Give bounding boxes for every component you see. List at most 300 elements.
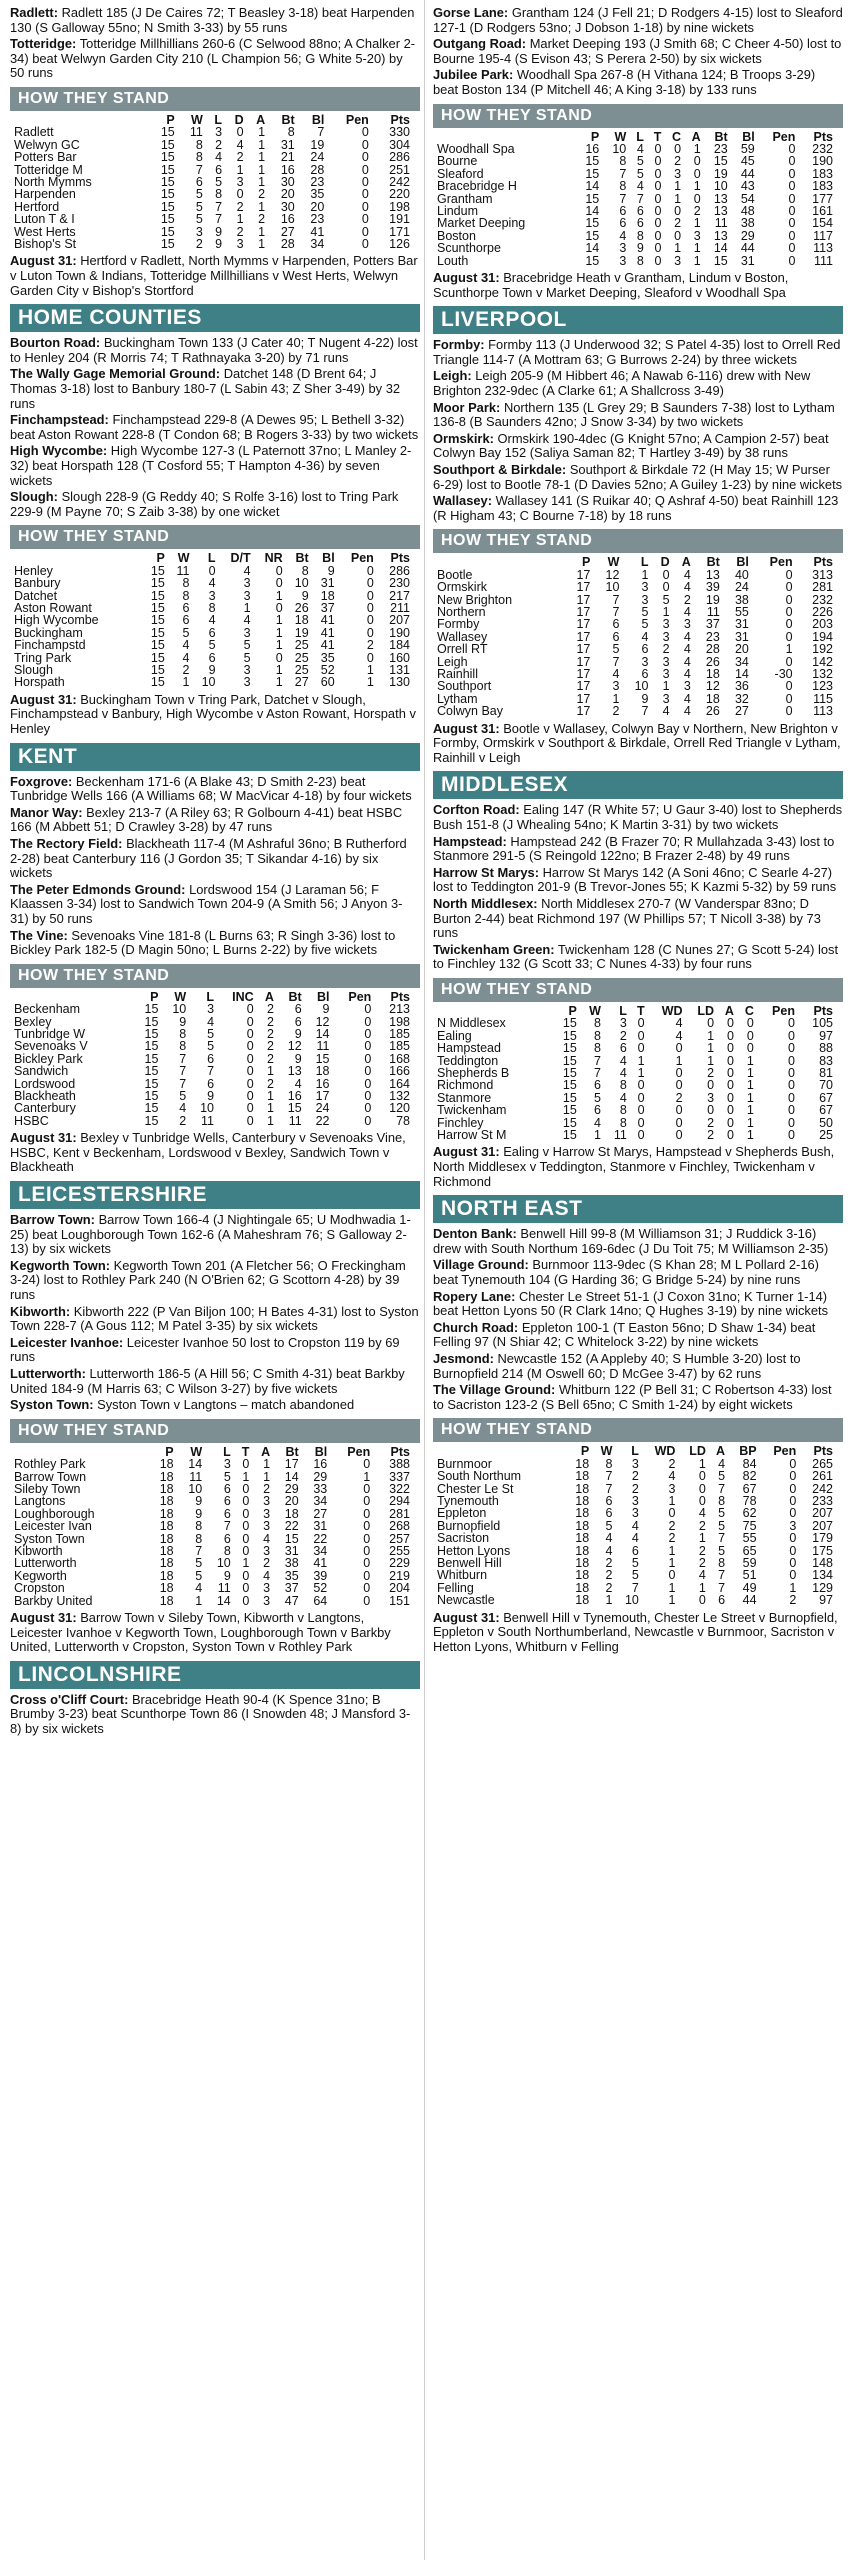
standings-cell: 5	[641, 617, 649, 632]
standings-cell: 1	[746, 1065, 754, 1080]
standings-cell: 15	[160, 125, 175, 140]
fixtures-date: August 31:	[10, 253, 77, 269]
standings-cell: 1	[236, 212, 244, 227]
standings-cell: 9	[223, 1568, 231, 1583]
standings-cell: 0	[208, 563, 216, 578]
standings-cell: 15	[160, 237, 175, 252]
team-name: Radlett	[14, 125, 54, 140]
standings-cell: 15	[144, 1076, 159, 1091]
standings-cell: 38	[740, 216, 755, 231]
standings-cell: 34	[310, 237, 325, 252]
standings-row	[435, 1532, 835, 1544]
standings-cell: 18	[159, 1469, 174, 1484]
match-venue: The Vine:	[10, 927, 68, 943]
standings-cell: 6	[593, 1103, 601, 1118]
match-report	[10, 837, 420, 881]
standings-cell: 15	[585, 228, 600, 243]
standings-cell: 4	[641, 629, 649, 644]
standings-cell: 2	[674, 216, 682, 231]
standings-row	[435, 569, 835, 581]
team-name: Canterbury	[14, 1101, 76, 1116]
standings-cell: 1	[746, 1115, 754, 1130]
standings-cell: 34	[734, 654, 749, 669]
standings-cell: 0	[788, 1053, 795, 1068]
standings-cell: 0	[275, 650, 283, 665]
section-heading: NORTH EAST	[433, 1195, 843, 1223]
standings-cell: 17	[576, 629, 591, 644]
standings-cell: 0	[637, 1115, 645, 1130]
standings-cell: 17	[576, 642, 591, 657]
standings-cell: 132	[812, 667, 833, 681]
standings-cell: 15	[160, 137, 175, 152]
standings-cell: 8	[636, 228, 644, 243]
standings-cell: 1	[698, 1456, 706, 1471]
standings-cell: 0	[361, 187, 369, 202]
standings-cell: 19	[310, 137, 325, 152]
standings-cell: 1	[693, 141, 701, 156]
standings-cell: 0	[674, 204, 682, 218]
standings-cell: 4	[619, 1065, 627, 1080]
match-result: Leicester Ivanhoe 50 lost to Cropston 119 by 69 runs	[10, 1334, 400, 1365]
standings-cell: 0	[707, 1078, 715, 1093]
fixtures-note	[433, 1145, 843, 1189]
standings-header-cell: A	[716, 1444, 726, 1459]
standings-cell: 5	[207, 1026, 215, 1041]
standings-cell: 1	[258, 125, 266, 140]
match-report	[433, 1383, 843, 1412]
standings-cell: 130	[389, 675, 410, 690]
standings-cell: 0	[746, 1041, 754, 1056]
standings-cell: 37	[705, 617, 720, 632]
standings-cell: 38	[284, 1556, 299, 1571]
standings-cell: 41	[320, 638, 335, 653]
standings-cell: 255	[389, 1543, 410, 1558]
standings-cell: 281	[812, 580, 833, 595]
team-name: Barkby United	[14, 1593, 93, 1608]
standings-cell: 0	[275, 576, 283, 591]
team-name: N Middlesex	[437, 1016, 506, 1031]
match-venue: Cross o'Cliff Court:	[10, 1691, 129, 1707]
standings-cell: 1	[266, 1088, 274, 1103]
standings-cell: 6	[182, 600, 190, 615]
team-name: Totteridge M	[14, 162, 83, 177]
standings-cell: 0	[788, 241, 796, 256]
standings-row	[12, 1595, 412, 1607]
team-name: Kegworth	[14, 1568, 67, 1583]
standings-cell: 3	[693, 228, 701, 243]
standings-cell: 2	[707, 1115, 715, 1130]
standings-cell: 166	[389, 1064, 410, 1079]
standings-cell: 7	[195, 162, 203, 177]
match-result: Sevenoaks Vine 181-8 (L Burns 63; R Singh 3-36) lost to Bickley Park 182-5 (D Magin 50no; L Burns 2-22) by five wickets	[10, 927, 396, 958]
match-result: Southport & Birkdale 72 (H May 15; W Purser 6-29) lost to Bootle 78-1 (D Davies 52no; A Guiley 1-23) by nine wickets	[433, 461, 843, 492]
standings-cell: 1	[258, 137, 266, 152]
standings-cell: 3	[619, 1016, 627, 1031]
match-venue: Leigh:	[433, 368, 472, 384]
match-venue: Denton Bank:	[433, 1226, 517, 1242]
team-name: Richmond	[437, 1078, 494, 1093]
standings-cell: 0	[361, 212, 369, 227]
standings-header-cell: A	[681, 555, 691, 570]
standings-cell: 0	[637, 1103, 645, 1118]
match-venue: The Village Ground:	[433, 1382, 556, 1398]
team-name: Kibworth	[14, 1543, 63, 1558]
standings-cell: 183	[812, 179, 833, 194]
standings-cell: 15	[144, 1088, 159, 1103]
standings-cell: 261	[812, 1469, 833, 1484]
match-report	[10, 444, 420, 488]
standings-cell: 7	[619, 166, 627, 181]
standings-cell: 17	[576, 580, 591, 595]
standings-cell: 31	[740, 253, 755, 268]
team-name: Louth	[437, 253, 469, 268]
standings-header-cell: Pen	[769, 555, 793, 570]
standings-cell: 4	[208, 613, 216, 628]
standings-row	[12, 1495, 412, 1507]
standings-cell: 3	[619, 241, 627, 256]
standings-cell: 0	[361, 199, 369, 214]
standings-cell: 2	[266, 1076, 274, 1091]
match-venue: Wallasey:	[433, 493, 492, 509]
standings-cell: 4	[236, 137, 244, 152]
standings-header-cell: Bl	[316, 989, 330, 1004]
standings-cell: 0	[637, 1041, 645, 1056]
standings-header-cell: Pts	[813, 555, 833, 570]
standings-cell: 226	[812, 604, 833, 619]
standings-row	[435, 1079, 835, 1091]
standings-header-cell: C	[672, 129, 682, 144]
standings-header-cell: A	[264, 989, 274, 1004]
standings-cell: 1	[674, 179, 682, 194]
standings-header-cell: C	[744, 1003, 754, 1018]
standings-header-cell: Pen	[350, 551, 374, 566]
standings-row	[12, 151, 412, 163]
match-result: Formby 113 (J Underwood 32; S Patel 4-35) lost to Orrell Red Triangle 114-7 (A Mottram 63; G Burrows 2-24) by three wickets	[433, 337, 841, 367]
standings-cell: 97	[819, 1028, 833, 1043]
standings-cell: 5	[718, 1543, 726, 1558]
standings-cell: 15	[562, 1053, 577, 1068]
fixtures-date: August 31:	[433, 270, 500, 286]
standings-cell: 11	[189, 125, 203, 140]
standings-cell: 15	[150, 588, 165, 603]
standings-cell: 10	[294, 576, 309, 591]
standings-cell: 0	[693, 166, 701, 181]
standings-header-cell: Bl	[736, 555, 749, 570]
standings-cell: 8	[182, 588, 190, 603]
standings-row	[435, 217, 835, 229]
standings-header-cell: D	[660, 555, 670, 570]
standings-cell: 3	[243, 576, 251, 591]
standings-cell: 7	[612, 654, 620, 669]
standings-cell: 0	[361, 150, 369, 165]
standings-cell: 8	[182, 576, 190, 591]
standings-cell: 7	[718, 1531, 726, 1546]
match-result: Leigh 205-9 (M Hibbert 46; A Nawab 6-116) drew with New Brighton 232-9dec (A Clarke 61; A Shallcross 3-49)	[433, 368, 811, 398]
standings-cell: 15	[160, 212, 175, 227]
standings-cell: 22	[313, 1531, 328, 1546]
match-result: Newcastle 152 (A Appleby 40; S Humble 3-20) lost to Burnopfield 214 (M Oswell 60; D McGee 3-47) by 62 runs	[433, 1350, 801, 1381]
standings-cell: 32	[734, 691, 749, 706]
standings-cell: 36	[734, 679, 749, 694]
standings-cell: 18	[284, 1506, 299, 1521]
standings-cell: 18	[705, 691, 720, 706]
match-report	[433, 1352, 843, 1381]
standings-cell: 233	[812, 1493, 833, 1508]
standings-cell: 9	[215, 237, 223, 252]
standings-cell: 0	[674, 141, 682, 156]
standings-cell: 4	[179, 1101, 187, 1116]
standings-cell: 2	[266, 1002, 274, 1017]
standings-cell: 9	[215, 224, 223, 239]
standings-cell: 0	[675, 1128, 683, 1142]
standings-cell: 15	[144, 1014, 159, 1029]
match-venue: Formby:	[433, 337, 485, 353]
standings-cell: 0	[364, 1101, 372, 1116]
standings-cell: 6	[718, 1593, 726, 1608]
standings-cell: 17	[576, 679, 591, 694]
standings-cell: 18	[159, 1494, 174, 1509]
standings-cell: 0	[242, 1457, 250, 1472]
standings-header-cell: INC	[232, 989, 254, 1004]
standings-cell: 4	[683, 654, 691, 669]
standings-cell: 6	[641, 642, 649, 657]
standings-cell: 18	[159, 1581, 174, 1596]
standings-cell: 1	[746, 1090, 754, 1105]
standings-cell: 337	[389, 1469, 410, 1484]
standings-cell: 0	[789, 1506, 797, 1521]
standings-header-cell: D	[234, 112, 244, 127]
match-result: Buckingham Town 133 (J Cater 40; T Nugent 4-22) lost to Henley 204 (R Morris 74; T Rathnayaka 3-20) by 71 runs	[10, 335, 418, 365]
standings-cell: 17	[576, 654, 591, 669]
standings-cell: 4	[619, 228, 627, 243]
standings-cell: 5	[182, 625, 190, 640]
standings-header-cell: Bl	[311, 112, 325, 127]
standings-cell: 3	[668, 1481, 676, 1496]
standings-cell: 3	[674, 253, 682, 268]
standings-header-cell: Pen	[773, 1444, 797, 1459]
standings-cell: 0	[698, 1481, 706, 1496]
standings-cell: 3	[195, 224, 203, 239]
standings-cell: 15	[585, 191, 600, 206]
match-report	[433, 338, 843, 367]
standings-cell: 191	[389, 212, 410, 227]
standings-row	[435, 155, 835, 167]
team-name: Wallasey	[437, 629, 488, 644]
standings-cell: 34	[313, 1494, 328, 1509]
standings-cell: 1	[668, 1555, 676, 1570]
standings-cell: 3	[243, 663, 251, 677]
standings-cell: 4	[612, 667, 620, 681]
standings-cell: 0	[654, 204, 662, 218]
standings-cell: 1	[266, 1064, 274, 1079]
standings-cell: 0	[789, 1555, 797, 1570]
standings-header-cell: W	[177, 551, 190, 566]
standings-cell: 0	[746, 1016, 754, 1031]
standings-row	[12, 1040, 412, 1052]
match-result: Beckenham 171-6 (A Blake 43; D Smith 2-23) beat Tunbridge Wells 166 (A Williams 68; W MacVicar 4-18) by four wickets	[10, 773, 412, 804]
standings-cell: 97	[819, 1593, 833, 1608]
standings-cell: 48	[740, 204, 755, 218]
standings-cell: 81	[819, 1065, 833, 1080]
standings-cell: 0	[654, 179, 662, 194]
standings-row	[435, 1470, 835, 1482]
standings-cell: 0	[242, 1543, 250, 1558]
fixtures-list: Bexley v Tunbridge Wells, Canterbury v Sevenoaks Vine, HSBC, Kent v Beckenham, Lordswood v Bexley, Sandwich Town v Blackheath	[10, 1130, 406, 1175]
standings-cell: 2	[605, 1555, 613, 1570]
fixtures-date: August 31:	[10, 1130, 77, 1146]
standings-cell: 168	[389, 1051, 410, 1066]
standings-cell: 3	[662, 691, 670, 706]
standings-cell: 18	[575, 1469, 590, 1484]
standings-cell: 0	[364, 1002, 372, 1017]
standings-cell: 134	[812, 1568, 833, 1583]
standings-cell: 0	[788, 191, 796, 206]
standings-cell: 1	[182, 675, 190, 690]
standings-cell: 15	[713, 154, 728, 169]
standings-row	[12, 577, 412, 589]
standings-cell: 21	[280, 150, 295, 165]
standings-cell: 0	[364, 1076, 372, 1091]
standings-cell: 7	[593, 1065, 601, 1080]
standings-cell: 0	[788, 166, 796, 181]
standings-cell: 17	[576, 691, 591, 706]
standings-header-row	[435, 1445, 835, 1457]
team-name: Sileby Town	[14, 1481, 81, 1496]
standings-cell: 0	[727, 1078, 734, 1093]
match-report	[433, 68, 843, 97]
standings-cell: 17	[576, 704, 591, 719]
match-report	[10, 1398, 420, 1413]
standings-row	[435, 1594, 835, 1606]
standings-cell: 2	[662, 642, 670, 657]
standings-cell: 257	[389, 1531, 410, 1546]
team-name: Tunbridge W	[14, 1026, 86, 1041]
standings-cell: 242	[389, 175, 410, 189]
standings-cell: 2	[258, 187, 266, 202]
standings-cell: 18	[575, 1518, 590, 1533]
standings-cell: 0	[785, 679, 793, 694]
match-result: Chester Le Street 51-1 (J Coxon 31no; K Turner 1-14) beat Hetton Lyons 50 (R Clark 14no; Q Hughes 3-19) by nine wickets	[433, 1288, 829, 1319]
standings-cell: 3	[215, 125, 223, 140]
standings-cell: 31	[734, 617, 749, 632]
section-heading: LIVERPOOL	[433, 306, 843, 334]
standings-cell: 10	[624, 1593, 639, 1608]
team-name: Bootle	[437, 567, 473, 582]
standings-cell: 179	[812, 1531, 833, 1546]
standings-cell: 3	[236, 175, 244, 189]
standings-cell: 15	[585, 154, 600, 169]
standings-cell: 0	[637, 1078, 645, 1093]
standings-cell: 0	[361, 137, 369, 152]
standings-cell: 1	[275, 638, 283, 653]
match-report	[433, 401, 843, 430]
standings-cell: 115	[813, 691, 833, 706]
standings-cell: 265	[812, 1456, 833, 1471]
match-venue: Slough:	[10, 489, 58, 505]
team-name: Orrell RT	[437, 642, 488, 657]
team-name: Southport	[437, 679, 492, 694]
standings-cell: 29	[313, 1469, 328, 1484]
standings-cell: 229	[389, 1556, 410, 1571]
standings-cell: 18	[159, 1593, 174, 1608]
standings-cell: 1	[693, 179, 701, 194]
standings-cell: 5	[223, 1469, 231, 1484]
standings-row	[12, 1115, 412, 1127]
match-report	[433, 1321, 843, 1350]
standings-cell: 0	[364, 1113, 372, 1128]
standings-cell: 0	[785, 654, 793, 669]
standings-cell: 117	[813, 228, 833, 243]
team-name: New Brighton	[437, 592, 513, 607]
standings-cell: 4	[675, 1028, 683, 1043]
standings-cell: 3	[631, 1506, 639, 1521]
team-name: South Northum	[437, 1469, 522, 1484]
fixtures-note	[10, 1611, 420, 1655]
standings-cell: 4	[683, 567, 691, 582]
standings-cell: 4	[683, 704, 691, 719]
standings-cell: 0	[364, 1088, 372, 1103]
standings-cell: 3	[662, 629, 670, 644]
standings-row	[12, 1520, 412, 1532]
standings-cell: 0	[361, 237, 369, 252]
match-report	[10, 806, 420, 835]
standings-cell: 8	[195, 137, 203, 152]
standings-cell: 1	[707, 1053, 715, 1068]
standings-cell: 0	[788, 1128, 795, 1142]
team-name: Sacriston	[437, 1531, 490, 1546]
match-result: Whitburn 122 (P Bell 31; C Robertson 4-33) lost to Sacriston 123-2 (S Bell 65no; C Smith 1-24) by eight wickets	[433, 1382, 832, 1412]
standings-cell: 3	[789, 1518, 797, 1533]
standings-cell: 0	[363, 1531, 371, 1546]
match-result: Bracebridge Heath 90-4 (K Spence 31no; B Brumby 3-23) beat Scunthorpe Town 86 (I Snowden 48; J Mansford 3-8) by six wickets	[10, 1691, 411, 1736]
standings-cell: 15	[562, 1103, 577, 1118]
standings-cell: 0	[727, 1041, 734, 1056]
standings-cell: 3	[207, 1002, 215, 1017]
fixtures-date: August 31:	[10, 1609, 77, 1625]
standings-cell: 10	[216, 1556, 231, 1571]
standings-heading: HOW THEY STAND	[10, 1419, 420, 1443]
team-name: Banbury	[14, 576, 61, 591]
match-report	[433, 463, 843, 492]
standings-cell: 4	[619, 1090, 627, 1105]
match-venue: Ropery Lane:	[433, 1288, 516, 1304]
standings-cell: 0	[675, 1103, 683, 1118]
standings-cell: 4	[683, 691, 691, 706]
standings-cell: 2	[605, 1568, 613, 1583]
match-report	[433, 835, 843, 864]
team-name: Hetton Lyons	[437, 1543, 511, 1558]
fixtures-note	[10, 1131, 420, 1175]
standings-cell: 185	[389, 1039, 410, 1054]
standings-cell: 9	[294, 1051, 302, 1066]
standings-cell: 5	[179, 1088, 187, 1103]
fixtures-list: Hertford v Radlett, North Mymms v Harpenden, Potters Bar v Luton Town & Indians, Totteridge Millhillians v West Herts, Welwyn Garden City v Bishop's Stortford	[10, 253, 418, 298]
standings-cell: 0	[275, 600, 283, 615]
team-name: Langtons	[14, 1494, 66, 1509]
standings-cell: 0	[789, 1543, 797, 1558]
standings-cell: 0	[788, 253, 796, 268]
standings-cell: 10	[200, 1101, 215, 1116]
standings-cell: 6	[612, 617, 620, 632]
standings-cell: 0	[785, 567, 793, 582]
standings-cell: 8	[179, 1039, 187, 1054]
standings-cell: 5	[593, 1090, 601, 1105]
standings-cell: 39	[705, 580, 720, 595]
standings-row	[435, 680, 835, 692]
standings-row	[435, 705, 835, 717]
standings-cell: 105	[812, 1016, 833, 1031]
standings-cell: 230	[389, 576, 410, 591]
